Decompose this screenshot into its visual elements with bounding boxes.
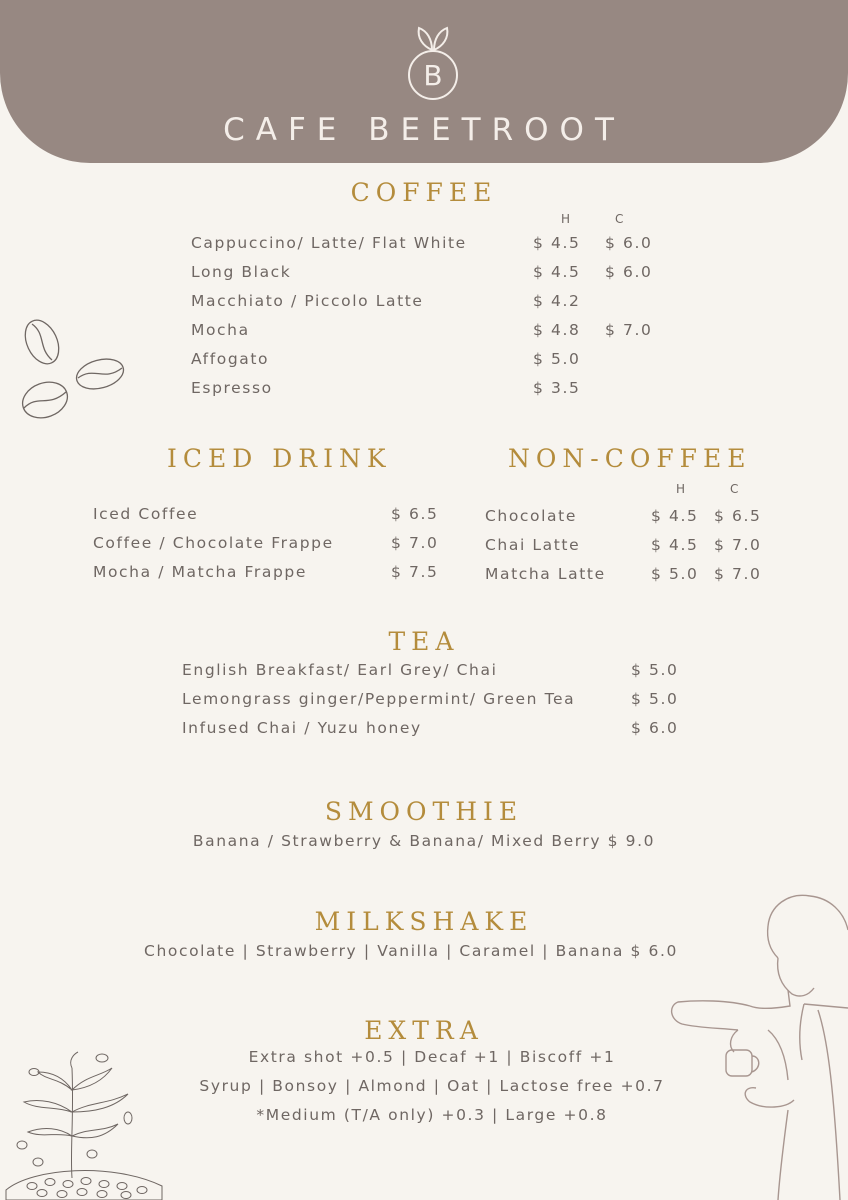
iced-item-name: Mocha / Matcha Frappe — [93, 563, 307, 581]
non-coffee-item-hot: $ 4.5 — [651, 507, 699, 525]
barista-illustration — [668, 890, 848, 1200]
tea-item-price: $ 5.0 — [631, 690, 679, 708]
non-coffee-item-cold: $ 7.0 — [714, 565, 762, 583]
header-banner — [0, 0, 848, 163]
tea-item-name: Infused Chai / Yuzu honey — [182, 719, 422, 737]
non-coffee-col-h: H — [676, 482, 686, 496]
iced-item-price: $ 7.5 — [391, 563, 439, 581]
coffee-item-cold: $ 6.0 — [605, 263, 653, 281]
tea-item-price: $ 6.0 — [631, 719, 679, 737]
coffee-col-h: H — [561, 212, 571, 226]
non-coffee-title: NON-COFFEE — [508, 444, 752, 473]
non-coffee-item-name: Matcha Latte — [485, 565, 606, 583]
coffee-item-hot: $ 3.5 — [533, 379, 581, 397]
coffee-item-name: Affogato — [191, 350, 270, 368]
coffee-item-cold: $ 7.0 — [605, 321, 653, 339]
iced-drink-title: ICED DRINK — [167, 444, 392, 473]
milkshake-title: MILKSHAKE — [314, 907, 534, 936]
non-coffee-item-name: Chocolate — [485, 507, 577, 525]
coffee-item-hot: $ 4.5 — [533, 234, 581, 252]
coffee-col-c: C — [615, 212, 624, 226]
coffee-item-name: Mocha — [191, 321, 250, 339]
iced-item-name: Coffee / Chocolate Frappe — [93, 534, 334, 552]
smoothie-line: Banana / Strawberry & Banana/ Mixed Berry $ 9.0 — [192, 832, 656, 850]
non-coffee-item-hot: $ 4.5 — [651, 536, 699, 554]
coffee-item-name: Macchiato / Piccolo Latte — [191, 292, 424, 310]
tea-item-name: English Breakfast/ Earl Grey/ Chai — [182, 661, 498, 679]
milkshake-line: Chocolate | Strawberry | Vanilla | Caramel | Banana $ 6.0 — [144, 942, 678, 960]
cafe-name: CAFE BEETROOT — [223, 112, 625, 148]
tea-item-price: $ 5.0 — [631, 661, 679, 679]
coffee-title: COFFEE — [350, 178, 498, 207]
non-coffee-item-name: Chai Latte — [485, 536, 581, 554]
coffee-item-cold: $ 6.0 — [605, 234, 653, 252]
coffee-item-name: Cappuccino/ Latte/ Flat White — [191, 234, 467, 252]
iced-item-price: $ 6.5 — [391, 505, 439, 523]
coffee-item-hot: $ 4.5 — [533, 263, 581, 281]
iced-item-name: Iced Coffee — [93, 505, 199, 523]
non-coffee-item-hot: $ 5.0 — [651, 565, 699, 583]
extra-line: Extra shot +0.5 | Decaf +1 | Biscoff +1 — [248, 1048, 616, 1066]
iced-item-price: $ 7.0 — [391, 534, 439, 552]
non-coffee-item-cold: $ 6.5 — [714, 507, 762, 525]
coffee-item-hot: $ 4.8 — [533, 321, 581, 339]
coffee-plant-illustration — [2, 1050, 167, 1200]
tea-item-name: Lemongrass ginger/Peppermint/ Green Tea — [182, 690, 576, 708]
coffee-item-name: Espresso — [191, 379, 273, 397]
svg-text:B: B — [423, 59, 443, 92]
tea-title: TEA — [388, 627, 460, 656]
non-coffee-col-c: C — [730, 482, 739, 496]
coffee-beans-illustration — [18, 316, 128, 424]
extra-title: EXTRA — [364, 1016, 484, 1045]
coffee-item-hot: $ 4.2 — [533, 292, 581, 310]
coffee-item-hot: $ 5.0 — [533, 350, 581, 368]
non-coffee-item-cold: $ 7.0 — [714, 536, 762, 554]
smoothie-title: SMOOTHIE — [324, 797, 524, 826]
extra-line: *Medium (T/A only) +0.3 | Large +0.8 — [256, 1106, 608, 1124]
coffee-item-name: Long Black — [191, 263, 292, 281]
beetroot-logo — [405, 22, 461, 104]
extra-line: Syrup | Bonsoy | Almond | Oat | Lactose free +0.7 — [199, 1077, 665, 1095]
